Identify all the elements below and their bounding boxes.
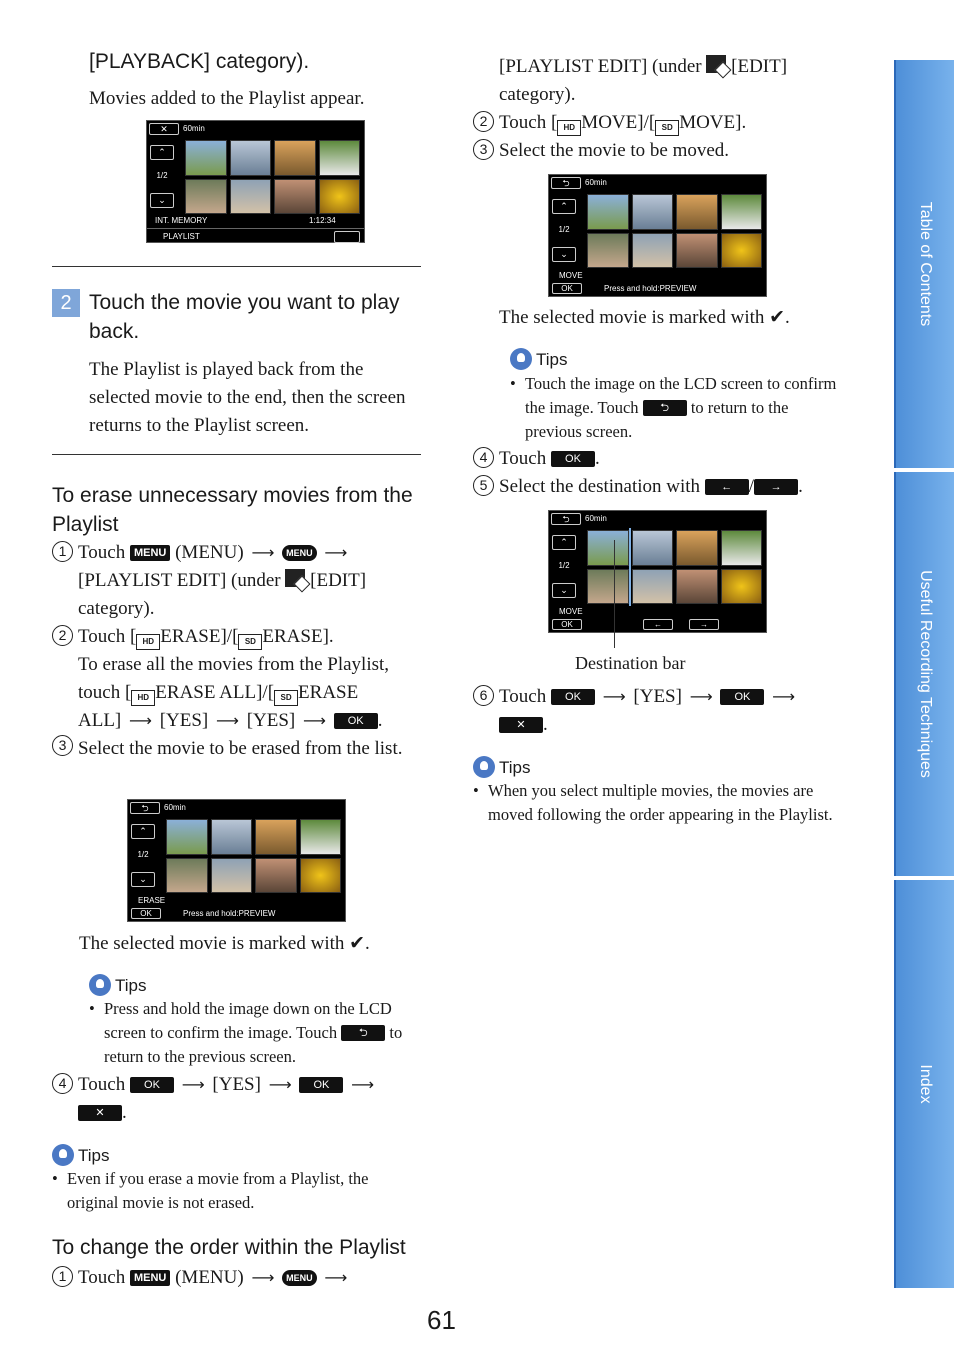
playlist-bar: [147, 228, 364, 244]
callout-line: [614, 540, 615, 648]
arrow-icon: ⟶: [772, 687, 796, 706]
step-number: 4: [473, 447, 494, 468]
step-text: Select the destination with: [499, 476, 701, 497]
destination-bar-label: Destination bar: [575, 653, 686, 673]
hint-label: Press and hold:PREVIEW: [604, 284, 697, 293]
thumbnail: [587, 569, 629, 605]
step-number: 1: [52, 541, 73, 562]
back-icon: ⮌: [551, 513, 581, 525]
sd-movie-icon: SD: [274, 690, 298, 706]
battery-indicator: 60min: [585, 178, 607, 187]
thumbnail: [632, 530, 674, 566]
move-step4: 4 Touch OK .: [473, 445, 600, 473]
ok-button-icon: OK: [551, 451, 595, 467]
order-section-heading: To change the order within the Playlist: [52, 1236, 406, 1259]
step-text: ERASE ALL]/[: [155, 682, 275, 703]
hd-movie-icon: HD: [557, 120, 581, 136]
back-button-icon: ⮌: [341, 1025, 385, 1041]
scroll-down-icon: ⌄: [552, 583, 576, 598]
thumbnail: [632, 233, 674, 269]
tips-label: Tips: [536, 350, 568, 369]
tab-label: Index: [917, 1064, 934, 1104]
thumbnail: [721, 194, 763, 230]
sd-movie-icon: SD: [238, 634, 262, 650]
arrow-icon: ⟶: [268, 1075, 292, 1094]
thumbnail: [676, 233, 718, 269]
erase-step1: [52, 539, 422, 623]
ok-button-icon: OK: [299, 1077, 343, 1093]
step-text: Touch: [78, 1074, 126, 1095]
arrow-icon: ⟶: [251, 543, 275, 562]
step-number: 5: [473, 475, 494, 496]
close-button-icon: ✕: [499, 717, 543, 733]
step-text: ERASE].: [262, 626, 334, 647]
divider: [52, 454, 421, 455]
page-indicator: 1/2: [558, 561, 570, 570]
page-indicator: 1/2: [558, 225, 570, 234]
step2-text: The Playlist is played back from the selected movie to the end, then the screen returns to the Playlist screen.: [89, 359, 406, 436]
tab-label: Useful Recording Techniques: [917, 570, 934, 778]
scroll-down-icon: ⌄: [552, 247, 576, 262]
page-indicator: 1/2: [156, 171, 168, 180]
ok-icon: OK: [552, 283, 582, 294]
tips-label: Tips: [78, 1146, 110, 1165]
ok-icon: OK: [552, 619, 582, 630]
step-text: Touch [: [78, 626, 137, 647]
ok-button-icon: OK: [130, 1077, 174, 1093]
step-number: 2: [473, 111, 494, 132]
tab-index[interactable]: [894, 880, 954, 1288]
tip-text: When you select multiple movies, the movies are moved following the order appearing in the Playlist.: [488, 781, 833, 824]
scroll-up-icon: ⌃: [131, 824, 155, 839]
step-text: category).: [499, 84, 576, 105]
tip-text: to return to the previous screen.: [525, 398, 789, 441]
battery-indicator: 60min: [164, 803, 186, 812]
menu-button-icon: MENU: [130, 1270, 170, 1286]
thumbnail: [632, 569, 674, 605]
scroll-up-icon: ⌃: [552, 535, 576, 550]
tab-label: Table of Contents: [917, 201, 934, 327]
tips-label: Tips: [499, 758, 531, 777]
left-arrow-icon: ←: [643, 619, 673, 630]
sd-movie-icon: SD: [655, 120, 679, 136]
hd-movie-icon: HD: [131, 690, 155, 706]
step-number: 2: [52, 625, 73, 646]
step-text: Select the movie to be moved.: [499, 140, 730, 161]
thumbnail: [274, 179, 316, 215]
step-number: 3: [52, 735, 73, 756]
destination-bar: [629, 528, 631, 606]
erase-tip-item: • Press and hold the image down on the LCD screen to confirm the image. Touch ⮌ to return to the previous screen.: [89, 999, 403, 1066]
thumbnail: [211, 858, 253, 894]
ok-icon: OK: [131, 908, 161, 919]
ok-button-icon: OK: [334, 713, 378, 729]
tips2-header: [52, 1144, 110, 1166]
thumbnail: [587, 530, 629, 566]
move-tip-item: • Touch the image on the LCD screen to confirm the image. Touch ⮌ to return to the previous screen.: [510, 374, 837, 441]
lcd-screen-erase: [127, 799, 346, 922]
step-number: 4: [52, 1073, 73, 1094]
thumbnail: [721, 530, 763, 566]
time-counter: 1:12:34: [309, 216, 336, 225]
order-step1: [52, 1264, 422, 1292]
step-text: ALL]: [78, 710, 122, 731]
thumbnail: [185, 140, 227, 176]
move-step6: 6 Touch OK ⟶ [YES] ⟶ OK ⟶ ✕ .: [473, 683, 843, 739]
thumbnail: [676, 194, 718, 230]
thumbnail-grid: [185, 140, 360, 214]
step-text: [PLAYLIST EDIT] (under: [499, 56, 702, 77]
thumbnail: [211, 819, 253, 855]
edit-category-icon: [285, 569, 305, 587]
step-text: Select the movie to be erased from the list.: [78, 738, 403, 759]
move-step5: 5 Select the destination with ← / → .: [473, 473, 803, 501]
erase-step2: 2 Touch [ HD ERASE]/[ SD ERASE]. To erase all the movies from the Playlist, touch [ HD ERASE ALL]/[ SD ERASE ALL] ⟶ [YES] ⟶ [YES] ⟶ OK .: [52, 623, 427, 735]
back-icon: ⮌: [551, 177, 581, 189]
step-text: [YES]: [633, 686, 682, 707]
thumbnail-grid: [166, 819, 341, 893]
thumbnail: [676, 530, 718, 566]
tip-text: Even if you erase a movie from a Playlist, the original movie is not erased.: [67, 1169, 369, 1212]
arrow-icon: ⟶: [129, 711, 152, 730]
tab-useful-recording-techniques[interactable]: [894, 472, 954, 876]
tip-text: Press and hold the image down on the LCD screen to confirm the image. Touch: [104, 999, 392, 1042]
lcd-screen-destination: [548, 510, 767, 633]
step-text: category).: [78, 598, 155, 619]
erase-marked-text: The selected movie is marked with ✔.: [79, 933, 370, 954]
battery-indicator: 60min: [585, 514, 607, 523]
menu-tab-icon: MENU: [282, 1270, 317, 1286]
step-text: ERASE: [298, 682, 359, 703]
step-number-badge: 2: [52, 289, 80, 317]
arrow-icon: ⟶: [351, 1075, 375, 1094]
arrow-icon: ⟶: [251, 1268, 275, 1287]
thumbnail: [300, 819, 342, 855]
mode-label: ERASE: [138, 896, 166, 905]
ok-button-icon: OK: [551, 689, 595, 705]
arrow-icon: ⟶: [324, 1268, 348, 1287]
scroll-down-icon: ⌄: [131, 872, 155, 887]
tip-icon: [89, 974, 111, 996]
step-text: Touch: [78, 1267, 126, 1288]
hint-label: Press and hold:PREVIEW: [183, 909, 276, 918]
arrow-icon: ⟶: [181, 1075, 205, 1094]
continued-heading: [PLAYBACK] category).: [89, 50, 310, 73]
step-text: (MENU): [175, 542, 244, 563]
thumbnail: [676, 569, 718, 605]
step-text: (MENU): [175, 1267, 244, 1288]
thumbnail: [166, 819, 208, 855]
step-text: To erase all the movies from the Playlist,: [78, 654, 390, 675]
move-tips2-header: [473, 756, 531, 778]
thumbnail: [185, 179, 227, 215]
thumbnail: [587, 194, 629, 230]
arrow-icon: ⟶: [303, 711, 326, 730]
thumbnail: [319, 179, 361, 215]
back-icon: ⮌: [130, 802, 160, 814]
move-step3: [473, 137, 843, 165]
continued-text: Movies added to the Playlist appear.: [89, 88, 365, 109]
tip-icon: [510, 348, 532, 370]
move-tips-header: [510, 348, 568, 370]
mode-label: MOVE: [559, 271, 583, 280]
step-text: MOVE]/[: [581, 112, 656, 133]
arrow-icon: ⟶: [216, 711, 239, 730]
thumbnail: [721, 233, 763, 269]
erase-tips-header: [89, 974, 147, 996]
step-number: 1: [52, 1266, 73, 1287]
step-number: 3: [473, 139, 494, 160]
close-icon: ✕: [149, 123, 179, 135]
back-button-icon: ⮌: [643, 400, 687, 416]
thumbnail-grid: [587, 194, 762, 268]
thumbnail: [587, 233, 629, 269]
tip-icon: [473, 756, 495, 778]
step-number: 6: [473, 685, 494, 706]
step-text: [EDIT]: [310, 570, 367, 591]
lcd-screen-move: [548, 174, 767, 297]
move-step2: [473, 109, 843, 137]
left-arrow-button-icon: ←: [705, 479, 749, 495]
tip-text: to return to the previous screen.: [104, 1023, 403, 1066]
hd-movie-icon: HD: [136, 634, 160, 650]
step-text: Touch: [499, 448, 547, 469]
divider: [52, 266, 421, 267]
thumbnail: [230, 140, 272, 176]
erase-step4: 4 Touch OK ⟶ [YES] ⟶ OK ⟶ ✕ .: [52, 1071, 422, 1127]
right-cont-step1: [499, 53, 839, 109]
thumbnail: [274, 140, 316, 176]
menu-tab-icon: MENU: [282, 545, 317, 561]
mode-label: MOVE: [559, 607, 583, 616]
step-text: [YES]: [159, 710, 209, 731]
step-text: Touch [: [499, 112, 558, 133]
lcd-screen-playlist: [146, 120, 365, 243]
close-button-icon: ✕: [78, 1105, 122, 1121]
step-text: [YES]: [246, 710, 296, 731]
arrow-icon: ⟶: [324, 543, 348, 562]
page-number: 61: [427, 1305, 456, 1335]
step2-heading: Touch the movie you want to play back.: [89, 291, 400, 343]
thumbnail: [300, 858, 342, 894]
thumbnail: [319, 140, 361, 176]
arrow-icon: ⟶: [689, 687, 713, 706]
thumbnail: [721, 569, 763, 605]
arrow-icon: ⟶: [602, 687, 626, 706]
options-icon: [334, 231, 360, 243]
tip-text: Touch the image on the LCD screen to confirm the image. Touch: [525, 374, 837, 417]
tip-icon: [52, 1144, 74, 1166]
right-arrow-icon: →: [689, 619, 719, 630]
tips-label: Tips: [115, 976, 147, 995]
step-text: Touch: [78, 542, 126, 563]
step-text: [EDIT]: [731, 56, 788, 77]
thumbnail: [632, 194, 674, 230]
tips2-item: • Even if you erase a movie from a Playlist, the original movie is not erased.: [52, 1167, 407, 1215]
thumbnail: [230, 179, 272, 215]
step-text: MOVE].: [679, 112, 747, 133]
scroll-down-icon: ⌄: [150, 193, 174, 208]
memory-label: INT. MEMORY: [155, 216, 208, 225]
step-text: Touch: [499, 686, 547, 707]
move-tips2-item: • When you select multiple movies, the movies are moved following the order appearing in the Playlist.: [473, 779, 838, 827]
step-text: touch [: [78, 682, 132, 703]
menu-button-icon: MENU: [130, 545, 170, 561]
step-text: [PLAYLIST EDIT] (under: [78, 570, 281, 591]
right-arrow-button-icon: →: [754, 479, 798, 495]
step-text: [YES]: [212, 1074, 261, 1095]
thumbnail: [166, 858, 208, 894]
ok-button-icon: OK: [720, 689, 764, 705]
thumbnail: [255, 819, 297, 855]
mode-label: PLAYLIST: [163, 232, 200, 241]
edit-category-icon: [706, 55, 726, 73]
erase-section-heading: To erase unnecessary movies from the Playlist: [52, 484, 413, 536]
thumbnail: [255, 858, 297, 894]
step-text: ERASE]/[: [160, 626, 239, 647]
move-marked-text: The selected movie is marked with ✔.: [499, 307, 790, 328]
erase-step3: [52, 735, 412, 763]
scroll-up-icon: ⌃: [150, 145, 174, 160]
page-indicator: 1/2: [137, 850, 149, 859]
scroll-up-icon: ⌃: [552, 199, 576, 214]
battery-indicator: 60min: [183, 124, 205, 133]
tab-table-of-contents[interactable]: [894, 60, 954, 468]
